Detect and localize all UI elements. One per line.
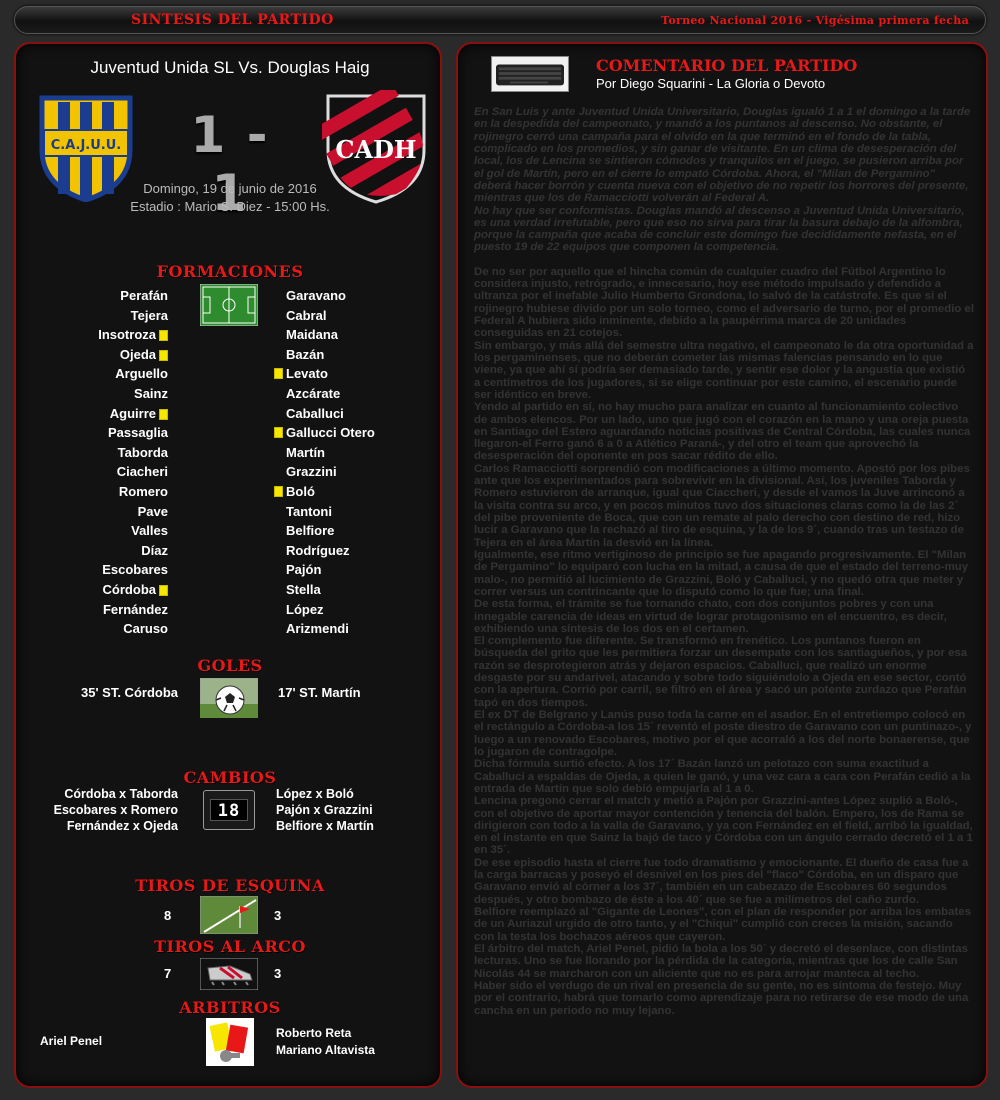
home-player-name: Escobares <box>102 562 168 578</box>
comment-paragraph: De no ser por aquello que el hincha común de cualquier cuadro del Fútbol Argentino lo considera injusto, retrógrado, e innecesario, hoy ese método impulsado y defendido a ultranza por el inefable Julio Humberto Grondona, lo salvó de la catástrofe. Es que si el rojinegro hubiese divido por un solo torneo, como el adversario de turno, por el promedio el Federal A hubiera sido inminente, debido a la paupérrima marca de 20 unidades conseguidas en 21 cotejos. <box>474 265 974 340</box>
header-bar <box>14 6 986 34</box>
yellow-card-icon <box>274 427 283 438</box>
away-player <box>286 306 326 325</box>
home-player <box>110 404 168 423</box>
home-player <box>138 502 168 521</box>
home-shots: 7 <box>164 966 172 981</box>
home-player-name: Romero <box>118 484 168 499</box>
home-player <box>141 541 168 560</box>
away-player <box>286 286 346 305</box>
section-arbitros: ARBITROS <box>179 998 281 1017</box>
away-player-name: Grazzini <box>286 464 337 480</box>
home-player-name: Sainz <box>134 386 168 401</box>
comment-paragraph: El complemento fue diferente. Se transformó en frenético. Los puntanos fueron en búsqueda del grito que les permitiera forzar un desempate con los santiagueños, y por esa razón se desprotegieron atrás y dejaron espacios. Caballuci, que realizó un enorme desgaste por su andarivel, atacando y sobre todo siguiéndolo a Ojeda en ese sector, contó con la apertura. Corrió por carril, se filtró en el área y sacó un potente zurdazo que Perafán tapó en dos tiempos. <box>474 635 968 709</box>
comment-body <box>474 106 974 1017</box>
header-tournament: Torneo Nacional 2016 - Vigésima primera fecha <box>661 14 969 27</box>
substitution-home: Córdoba x Taborda <box>64 787 178 801</box>
away-player-name: Levato <box>286 366 328 382</box>
yellow-card-icon <box>274 368 283 379</box>
ball-icon <box>200 678 258 718</box>
comment-paragraph: Dicha fórmula surtió efecto. A los 17´ Bazán lanzó un pelotazo con suma exactitud a Caballuci a espaldas de Ojeda, a quien le ganó, y una vez cara a cara con Perafán cedió a la entrada de Martín que solo debió empujarla al 1 a 0. <box>474 758 971 795</box>
home-player <box>134 384 168 403</box>
home-player-name: Arguello <box>115 366 168 382</box>
away-player-name: Cabral <box>286 307 327 323</box>
away-player <box>286 541 350 560</box>
section-goles: GOLES <box>197 656 263 675</box>
home-player <box>115 364 168 383</box>
yellow-card-icon <box>274 486 283 497</box>
home-player <box>102 560 168 579</box>
home-player-name: Pave <box>137 503 168 519</box>
home-player <box>117 462 168 481</box>
away-player <box>286 384 340 403</box>
home-player-name: Ciacheri <box>116 464 168 480</box>
yellow-card-icon <box>159 585 168 596</box>
away-player <box>286 364 328 383</box>
home-player <box>118 443 168 462</box>
home-player <box>98 325 168 344</box>
substitution-home: Escobares x Romero <box>53 803 178 817</box>
sub-board-out: 18 <box>217 801 241 821</box>
home-player-name: Ojeda <box>119 346 156 362</box>
away-player-name: Belfiore <box>286 523 335 539</box>
yellow-card-icon <box>159 409 168 420</box>
score: 1 - 1 <box>190 106 270 222</box>
away-player-name: Bazán <box>286 346 325 362</box>
assistant-referee-2: Mariano Altavista <box>276 1043 375 1057</box>
away-player-name: Rodríguez <box>286 542 350 558</box>
referee-cards-icon <box>206 1018 254 1066</box>
pitch-icon <box>200 284 258 326</box>
substitution-away: Belfiore x Martín <box>276 819 374 833</box>
comment-paragraph: Haber sido el verdugo de un rival en presencia de su gente, no es síntoma de festejo. Muy por el contrario, habrá que tomarlo como aprendizaje para no retirarse de ese modo de una cancha en un periodo no muy lejano. <box>474 979 969 1017</box>
away-player <box>286 423 375 442</box>
comment-title: COMENTARIO DEL PARTIDO <box>596 56 858 75</box>
away-player-name: Stella <box>286 582 321 597</box>
section-tiros-arco: TIROS AL ARCO <box>154 937 306 956</box>
comment-paragraph: Sin embargo, y más allá del semestre ultra negativo, el campeonato le da otra oportunidad a los pergaminenses, que no deberán cometer las mismas falencias pensando en lo que viene, ya que ahí sí podría ser demasiado tarde, y sentir ese dolor y la angustia que existió a centímetros de los jugadores, si se elige continuar por este camino, el escenario puede ser idéntico en breve. <box>474 339 974 401</box>
home-crest-text: C.A.J.U.U. <box>50 138 122 153</box>
section-tiros-esquina: TIROS DE ESQUINA <box>135 876 325 895</box>
home-player-name: Díaz <box>141 542 168 558</box>
home-player-name: Perafán <box>120 288 168 303</box>
away-player <box>286 521 334 540</box>
substitution-board-icon <box>203 790 255 830</box>
home-player <box>120 286 168 305</box>
away-player <box>286 560 321 579</box>
match-stadium: Estadio : Mario S. Diez - 15:00 Hs. <box>130 199 330 214</box>
comment-paragraph: El árbitro del match, Ariel Penel, pidió la bola a los 50´ y decretó el desenlace, con distintas lecturas. Uno se fue llorando por la pérdida de la categoría, mientras que los de calle San Nicolás 44 se marcharon con un aliciente que no es para arrojar manteca al techo. <box>474 942 968 980</box>
home-player-name: Aguirre <box>109 405 156 421</box>
away-player-name: Maidana <box>286 327 339 343</box>
home-player-name: Insotroza <box>98 327 156 343</box>
yellow-card-icon <box>159 330 168 341</box>
away-player <box>286 482 315 501</box>
home-player <box>103 580 168 599</box>
comment-paragraph: De ese episodio hasta el cierre fue todo dramatismo y emocionante. El dueño de casa fue a la carga barracas y poseyó el desnivel en los pies del "flaco" Córdoba, en un disparo que Garavano envió al córner a los 37´, también en un cabezazo de Escobares 60 segundos después, y otro bombazo de éste a los 40´ que se fue a milímetros del caño zurdo. <box>474 856 969 906</box>
away-player <box>286 502 332 521</box>
home-player <box>119 482 168 501</box>
away-player-name: López <box>286 601 324 617</box>
home-player-name: Taborda <box>117 444 168 460</box>
home-player-name: Caruso <box>123 621 168 637</box>
home-player-name: Fernández <box>102 601 168 617</box>
away-player <box>286 619 349 638</box>
section-formaciones: FORMACIONES <box>156 262 304 281</box>
comment-paragraph: Igualmente, ese ritmo vertiginoso de principio se fue apagando progresivamente. El "Milan de Pergamino" lo equiparó con lucha en la mitad, a causa de que el estado del terreno-muy malo-, no permitió al lucimiento de Grazzini, Boló y Caballuci, y no quedó otra que meter y correr versus un contrincante que lo disputó como lo que fue; una final. <box>474 548 969 598</box>
away-player-name: Tantoni <box>286 503 332 519</box>
away-crest-text: CADH <box>335 135 417 164</box>
keyboard-icon <box>491 56 569 92</box>
away-player-name: Garavano <box>286 288 346 303</box>
away-player <box>286 462 337 481</box>
substitution-away: López x Boló <box>276 787 354 801</box>
match-title: Juventud Unida SL Vs. Douglas Haig <box>90 58 370 77</box>
comment-panel <box>456 42 988 1088</box>
away-player <box>286 345 324 364</box>
away-goal: 17' ST. Martín <box>278 685 361 700</box>
away-player <box>286 404 344 423</box>
away-player-name: Gallucci Otero <box>286 425 375 441</box>
comment-paragraphs <box>474 266 974 1017</box>
substitution-home: Fernández x Ojeda <box>66 819 178 833</box>
away-player-name: Arizmendi <box>286 621 349 637</box>
away-shots: 3 <box>274 966 282 981</box>
comment-paragraph: Carlos Ramacciotti sorprendió con modificaciones a último momento. Apostó por los pibes ante que los experimentados para sobrevivir en la divisional. Así, los juveniles Taborda y Romero estuvieron de arranque, igual que Ciaccheri, y desde el vamos la Juve arrinconó a la visita contra su arco, y en pocos minutos tuvo dos situaciones claras como la de las 2´ del pibe proveniente de Boca, que con un remate al palo derecho con destino de red, hizo lucir a Garavano que la rechazó al tiro de esquina, y la de los 9´, cuando tras un testazo de Tejera en el área Martín la desvió en la línea. <box>474 462 970 549</box>
home-player-name: Tejera <box>130 307 168 323</box>
away-player-name: Azcárate <box>286 386 341 401</box>
corner-flag-icon <box>200 896 258 934</box>
yellow-card-icon <box>159 350 168 361</box>
header-title: SINTESIS DEL PARTIDO <box>131 12 334 28</box>
away-player <box>286 325 338 344</box>
home-player-name: Córdoba <box>102 582 156 597</box>
home-player <box>131 521 168 540</box>
home-player-name: Valles <box>131 523 168 539</box>
away-player-name: Pajón <box>286 562 322 578</box>
home-player <box>108 423 168 442</box>
boot-icon <box>200 958 258 990</box>
home-player <box>123 619 168 638</box>
away-player-name: Caballuci <box>286 405 344 421</box>
away-player <box>286 443 325 462</box>
substitution-away: Pajón x Grazzini <box>276 803 373 817</box>
assistant-referee-1: Roberto Reta <box>276 1026 352 1040</box>
match-date: Domingo, 19 de junio de 2016 <box>143 181 317 196</box>
away-player <box>286 600 324 619</box>
home-player <box>131 306 168 325</box>
match-summary-panel <box>14 42 442 1088</box>
comment-paragraph: De esta forma, el trámite se fue tornando chato, con dos conjuntos pobres y con una innegable carencia de ideas en virtud de lograr protagonismo en el encuentro, es decir, exhibiendo una síntesis de los dos en el certamen. <box>474 598 947 635</box>
section-cambios: CAMBIOS <box>183 768 277 787</box>
away-player <box>286 580 321 599</box>
comment-intro-2: No hay que ser conformistas. Douglas mandó al descenso a Juventud Unida Universitario, es una verdad irrefutable, pero que eso no sirva para tirar la basura debajo de la alfombra, porque la campaña que acaba de concluir este domingo fue decididamente nefasta, en el puesto 19 de 22 equipos que componen la competencia. <box>474 204 965 254</box>
away-player-name: Martín <box>286 444 325 460</box>
comment-paragraph: Belfiore reemplazó al "Gigante de Leones", con el plan de responder por arriba los embates de un Auriazul urgido de otro tanto, y el "Chiqui" cumplió con creces la misión, sacando con la testa los bochazos aéreos que cayeron. <box>474 906 971 943</box>
home-player <box>120 345 168 364</box>
comment-paragraph: Yendo al partido en sí, no hay mucho para analizar en cuanto al funcionamiento colectivo de ambos elencos. Por un lado, uno que jugó con el corazón en la mano y una oreja puesta en Santiago del Estero aguardando noticias positivas de Central Córdoba, las cuales nunca llegaron-el Ferro ganó 6 a 0 a Atlético Paraná-, y del otro el team que aprovechó la desesperación del oponente en pos sacar rédito de ello. <box>474 401 971 463</box>
away-corners: 3 <box>274 908 282 923</box>
comment-intro-1: En San Luis y ante Juventud Unida Universitario, Douglas igualó 1 a 1 el domingo a la tarde en la despedida del campeonato, y mandó a los puntanos al descenso. No obstante, el rojinegro cerró una campaña para el olvido en la que terminó en el fondo de la tabla, complicado en los promedios, y sin ganar de visitante. En un clima de desesperación del local, los de Lencina se sintieron cómodos y tranquilos en el juego, se pusieron arriba por el gol de Martín, pero en el cierre lo empató Córdoba. Ahora, el "Milan de Pergamino" deberá hacer borrón y cuenta nueva con el objetivo de no repetir los horrores del presente, mientras que los de Ramacciotti volverán al Federal A. <box>474 106 971 205</box>
home-player-name: Passaglia <box>108 425 168 441</box>
home-corners: 8 <box>164 908 172 923</box>
comment-author: Por Diego Squarini - La Gloria o Devoto <box>596 76 826 91</box>
main-referee: Ariel Penel <box>40 1034 103 1048</box>
home-goal: 35' ST. Córdoba <box>81 685 178 700</box>
comment-paragraph: El ex DT de Belgrano y Lanús puso toda la carne en el asador. En el entretiempo colocó en el rectángulo a Córdoba-a los 15´ reventó el poste diestro de Garavano con un puntinazo-, y luego a un renovado Escobares, motivo por el que acorraló a los del norte bonaerense, que lo jugaron de contragolpe. <box>474 709 972 758</box>
away-player-name: Boló <box>286 484 315 499</box>
comment-paragraph: Lencina pregonó cerrar el match y metió a Pajón por Grazzini-antes López suplió a Boló-, con el objetivo de aportar mayor contención y tenencia del balón. Empero, los de Rama se dirigieron con todo a la valla de Garavano, y ya con Fernández en el field, arribó la igualdad, en el instante en que Sainz la bajó de taco y Córdoba con un ángulo cerrado decretó el 1 a 1 en 35´. <box>474 795 973 857</box>
home-player <box>103 600 168 619</box>
